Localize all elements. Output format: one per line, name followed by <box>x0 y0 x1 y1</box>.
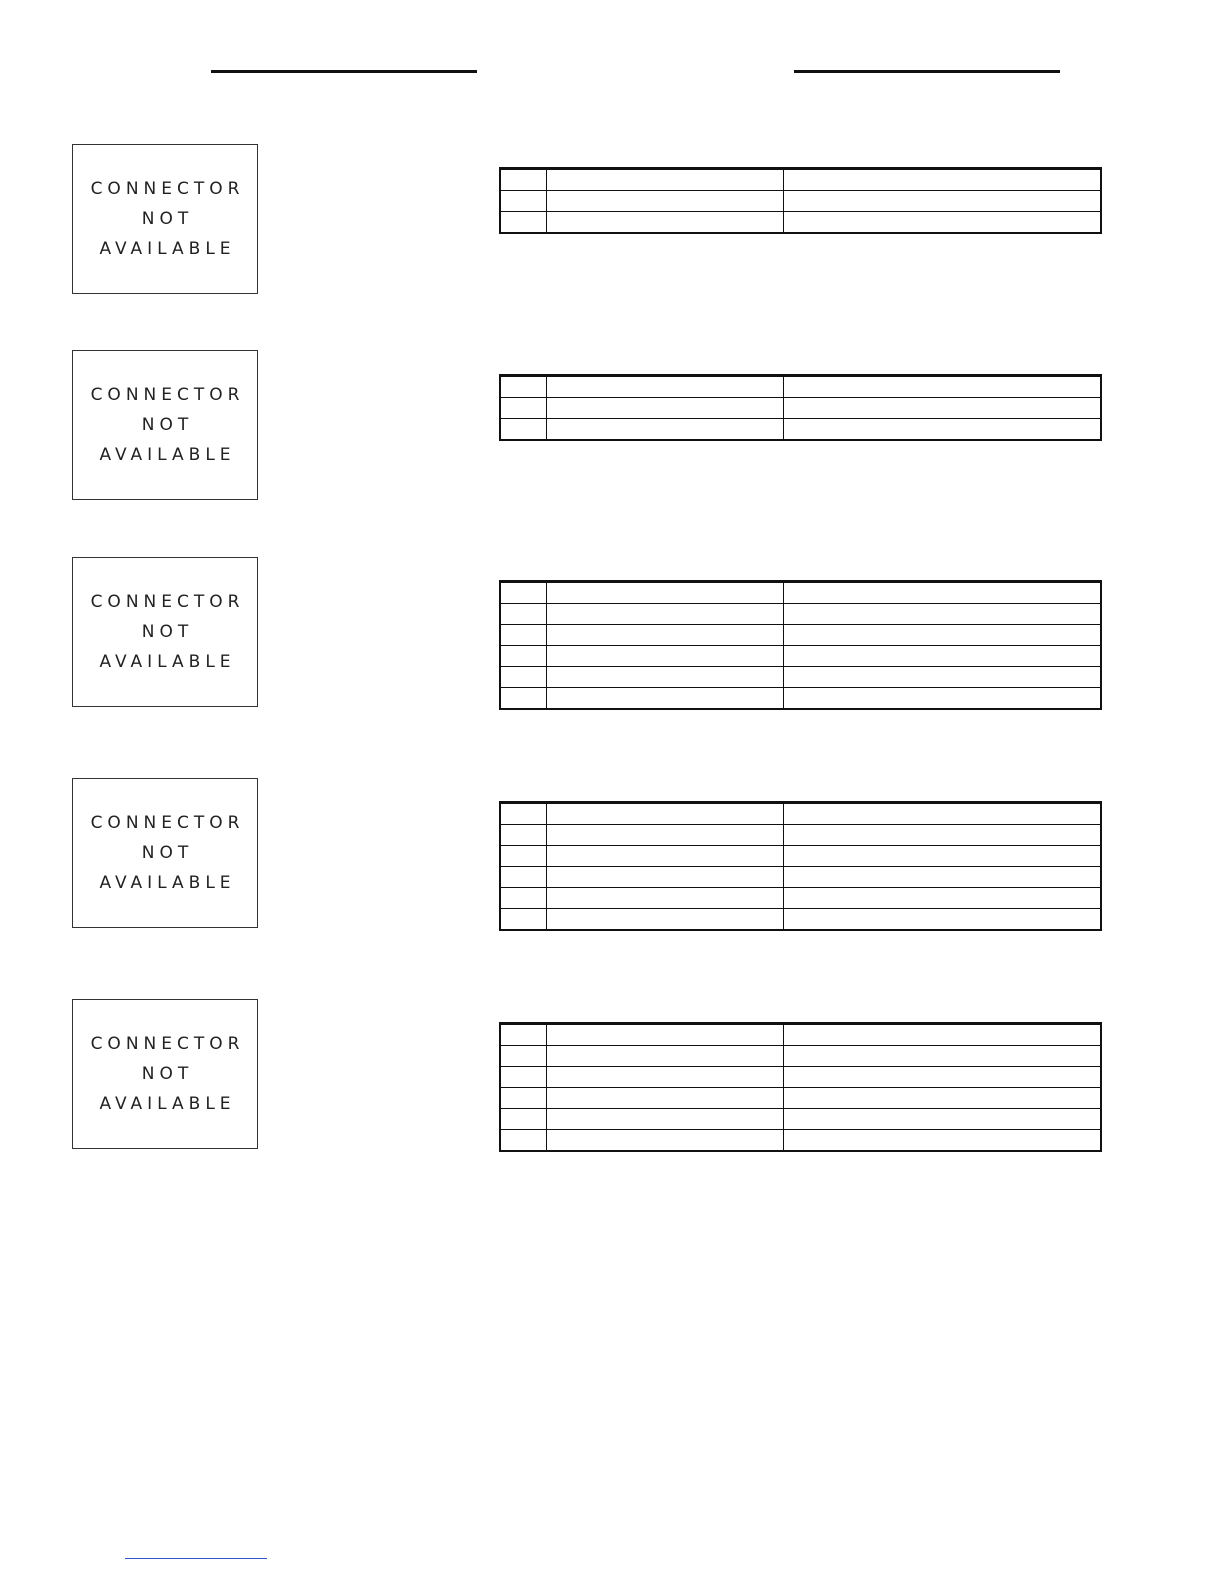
function-cell <box>783 625 1101 646</box>
circuit-cell <box>546 212 783 234</box>
function-cell <box>783 1024 1101 1046</box>
cavity-cell <box>500 1088 546 1109</box>
cavity-cell <box>500 398 546 419</box>
circuit-cell <box>546 803 783 825</box>
table-row <box>500 604 1101 625</box>
function-cell <box>783 688 1101 710</box>
circuit-cell <box>546 867 783 888</box>
table-row <box>500 376 1101 398</box>
circuit-cell <box>546 1088 783 1109</box>
cavity-cell <box>500 212 546 234</box>
function-cell <box>783 1046 1101 1067</box>
table-row <box>500 867 1101 888</box>
function-cell <box>783 398 1101 419</box>
circuit-cell <box>546 1024 783 1046</box>
function-cell <box>783 582 1101 604</box>
connector-label: CONNECTOR <box>90 179 245 199</box>
table-row <box>500 646 1101 667</box>
table-row <box>500 398 1101 419</box>
cavity-cell <box>500 825 546 846</box>
cavity-cell <box>500 582 546 604</box>
available-label: AVAILABLE <box>99 445 236 465</box>
table-row <box>500 1109 1101 1130</box>
function-cell <box>783 1088 1101 1109</box>
connector-not-available-box <box>72 144 258 294</box>
cavity-cell <box>500 667 546 688</box>
cavity-cell <box>500 1130 546 1152</box>
table-row <box>500 888 1101 909</box>
table-row <box>500 846 1101 867</box>
function-cell <box>783 376 1101 398</box>
available-label: AVAILABLE <box>99 239 236 259</box>
header-rule-right <box>794 70 1060 73</box>
circuit-cell <box>546 846 783 867</box>
table-row <box>500 825 1101 846</box>
table-row <box>500 1067 1101 1088</box>
table-row <box>500 909 1101 931</box>
circuit-cell <box>546 376 783 398</box>
not-label: NOT <box>141 209 194 229</box>
pin-table <box>499 374 1102 441</box>
connector-not-available-box <box>72 557 258 707</box>
function-cell <box>783 825 1101 846</box>
function-cell <box>783 909 1101 931</box>
circuit-cell <box>546 646 783 667</box>
connector-not-available-box <box>72 999 258 1149</box>
cavity-cell <box>500 909 546 931</box>
circuit-cell <box>546 909 783 931</box>
table-row <box>500 582 1101 604</box>
cavity-cell <box>500 1067 546 1088</box>
table-row <box>500 419 1101 441</box>
table-row <box>500 1130 1101 1152</box>
function-cell <box>783 1109 1101 1130</box>
function-cell <box>783 1130 1101 1152</box>
connector-label: CONNECTOR <box>90 1034 245 1054</box>
cavity-cell <box>500 419 546 441</box>
table-row <box>500 1024 1101 1046</box>
available-label: AVAILABLE <box>99 873 236 893</box>
cavity-cell <box>500 625 546 646</box>
table-row <box>500 667 1101 688</box>
circuit-cell <box>546 888 783 909</box>
table-row <box>500 212 1101 234</box>
connector-label: CONNECTOR <box>90 592 245 612</box>
not-label: NOT <box>141 415 194 435</box>
not-label: NOT <box>141 1064 194 1084</box>
cavity-cell <box>500 604 546 625</box>
circuit-cell <box>546 398 783 419</box>
circuit-cell <box>546 169 783 191</box>
pin-table <box>499 1022 1102 1152</box>
function-cell <box>783 846 1101 867</box>
function-cell <box>783 212 1101 234</box>
cavity-cell <box>500 803 546 825</box>
cavity-cell <box>500 376 546 398</box>
table-row <box>500 803 1101 825</box>
available-label: AVAILABLE <box>99 1094 236 1114</box>
function-cell <box>783 1067 1101 1088</box>
table-row <box>500 688 1101 710</box>
connector-label: CONNECTOR <box>90 385 245 405</box>
not-label: NOT <box>141 843 194 863</box>
circuit-cell <box>546 1109 783 1130</box>
circuit-cell <box>546 1046 783 1067</box>
circuit-cell <box>546 1130 783 1152</box>
circuit-cell <box>546 582 783 604</box>
cavity-cell <box>500 1109 546 1130</box>
pin-table <box>499 580 1102 710</box>
function-cell <box>783 803 1101 825</box>
function-cell <box>783 888 1101 909</box>
function-cell <box>783 419 1101 441</box>
not-label: NOT <box>141 622 194 642</box>
function-cell <box>783 646 1101 667</box>
table-row <box>500 1088 1101 1109</box>
table-row <box>500 1046 1101 1067</box>
connector-label: CONNECTOR <box>90 813 245 833</box>
pin-table <box>499 801 1102 931</box>
connector-not-available-box <box>72 350 258 500</box>
footer-link-underline[interactable] <box>125 1558 267 1559</box>
circuit-cell <box>546 825 783 846</box>
table-row <box>500 625 1101 646</box>
header-rule-left <box>211 70 477 73</box>
circuit-cell <box>546 625 783 646</box>
circuit-cell <box>546 1067 783 1088</box>
circuit-cell <box>546 604 783 625</box>
function-cell <box>783 169 1101 191</box>
circuit-cell <box>546 419 783 441</box>
table-row <box>500 169 1101 191</box>
function-cell <box>783 867 1101 888</box>
cavity-cell <box>500 1046 546 1067</box>
cavity-cell <box>500 169 546 191</box>
cavity-cell <box>500 846 546 867</box>
function-cell <box>783 604 1101 625</box>
available-label: AVAILABLE <box>99 652 236 672</box>
pin-table <box>499 167 1102 234</box>
connector-not-available-box <box>72 778 258 928</box>
cavity-cell <box>500 646 546 667</box>
cavity-cell <box>500 888 546 909</box>
circuit-cell <box>546 667 783 688</box>
function-cell <box>783 667 1101 688</box>
cavity-cell <box>500 1024 546 1046</box>
circuit-cell <box>546 688 783 710</box>
circuit-cell <box>546 191 783 212</box>
function-cell <box>783 191 1101 212</box>
table-row <box>500 191 1101 212</box>
cavity-cell <box>500 688 546 710</box>
cavity-cell <box>500 191 546 212</box>
cavity-cell <box>500 867 546 888</box>
